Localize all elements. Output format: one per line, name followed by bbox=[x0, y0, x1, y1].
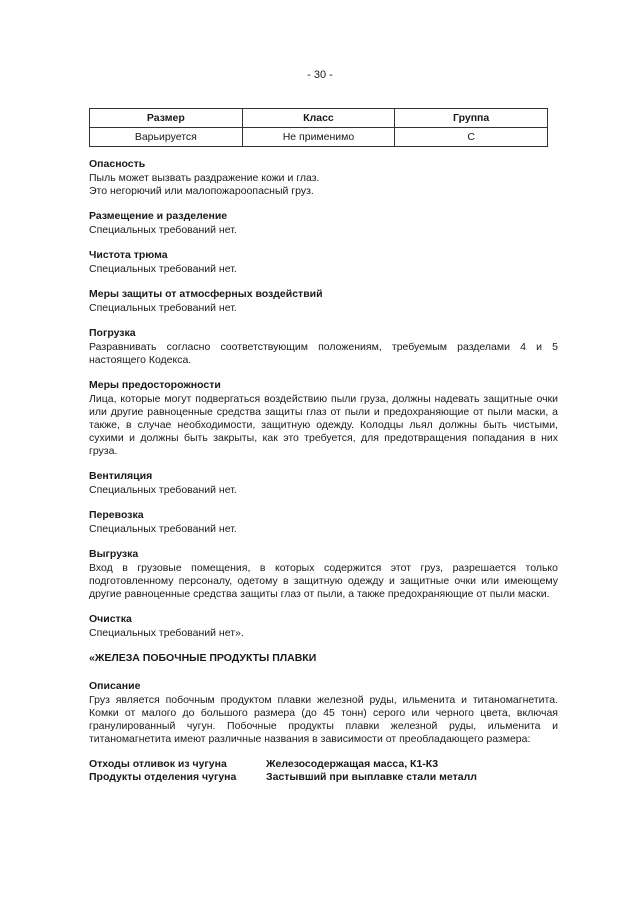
header-class: Класс bbox=[242, 109, 395, 128]
name-left: Отходы отливок из чугуна bbox=[89, 758, 227, 770]
section-text: Специальных требований нет. bbox=[89, 302, 237, 314]
cell-group: С bbox=[395, 128, 548, 147]
section-heading: Очистка bbox=[89, 613, 132, 625]
page-number: - 30 - bbox=[307, 69, 333, 81]
section-text: Специальных требований нет. bbox=[89, 224, 237, 236]
section-heading: Вентиляция bbox=[89, 470, 153, 482]
hazard-line: Это негорючий или малопожароопасный груз. bbox=[89, 185, 314, 197]
cargo-title: «ЖЕЛЕЗА ПОБОЧНЫЕ ПРОДУКТЫ ПЛАВКИ bbox=[89, 652, 317, 664]
name-right: Застывший при выплавке стали металл bbox=[266, 771, 477, 783]
hazard-line: Пыль может вызвать раздражение кожи и глаз. bbox=[89, 172, 320, 184]
section-description bbox=[89, 680, 558, 746]
section-heading: Опасность bbox=[89, 158, 146, 170]
section-text: Груз является побочным продуктом плавки железной руды, ильменита и титаномагнетита. Комки от малого до большого размера (до 45 тонн) серого или черного цвета, включая гранулированный чугун. Побочные продукты плавки железной руды, ильменита и титаномагнетита имеют различные названия в зависимости от преобладающего размера: bbox=[89, 694, 558, 745]
table-row bbox=[90, 128, 548, 147]
alternate-names-list bbox=[89, 758, 558, 784]
section-precautions bbox=[89, 379, 558, 458]
section-heading: Погрузка bbox=[89, 327, 136, 339]
section-carriage bbox=[89, 509, 558, 536]
section-heading: Размещение и разделение bbox=[89, 210, 228, 222]
class-table bbox=[89, 108, 548, 147]
section-text: Вход в грузовые помещения, в которых содержится этот груз, разрешается только подготовленному персоналу, одетому в защитную одежду и защитные очки или имеющему другие равноценные средства защиты глаз от пыли, а также предохраняющие от пыли маски. bbox=[89, 562, 558, 600]
section-heading: Описание bbox=[89, 680, 141, 692]
section-text: Специальных требований нет. bbox=[89, 523, 237, 535]
section-text: Специальных требований нет. bbox=[89, 484, 237, 496]
section-hazard bbox=[89, 158, 558, 198]
document-body bbox=[89, 158, 558, 784]
class-table-header-row bbox=[90, 109, 548, 128]
section-text: Специальных требований нет». bbox=[89, 627, 244, 639]
section-heading: Меры предосторожности bbox=[89, 379, 221, 391]
section-heading: Чистота трюма bbox=[89, 249, 168, 261]
section-heading: Перевозка bbox=[89, 509, 144, 521]
cell-size: Варьируется bbox=[90, 128, 243, 147]
header-size: Размер bbox=[90, 109, 243, 128]
section-heading: Выгрузка bbox=[89, 548, 139, 560]
section-clean-up bbox=[89, 613, 558, 640]
name-left: Продукты отделения чугуна bbox=[89, 771, 237, 783]
section-hold-cleanliness bbox=[89, 249, 558, 276]
section-text: Разравнивать согласно соответствующим положениям, требуемым разделами 4 и 5 настоящего Кодекса. bbox=[89, 341, 558, 366]
section-weather-precautions bbox=[89, 288, 558, 315]
section-text: Специальных требований нет. bbox=[89, 263, 237, 275]
header-group: Группа bbox=[395, 109, 548, 128]
section-text: Лица, которые могут подвергаться воздействию пыли груза, должны надевать защитные очки или другие равноценные средства защиты глаз от пыли и предохраняющие от пыли маски, а также, в случае необходимости, защитную одежду. Колодцы льял должны быть чистыми, сухими и должны быть закрыты, как это требуется, для предотвращения попадания в них груза. bbox=[89, 393, 558, 457]
list-item bbox=[89, 771, 558, 784]
section-stowage bbox=[89, 210, 558, 237]
section-discharge bbox=[89, 548, 558, 601]
cell-class: Не применимо bbox=[242, 128, 395, 147]
section-loading bbox=[89, 327, 558, 367]
name-right: Железосодержащая масса, К1-К3 bbox=[266, 758, 439, 770]
section-ventilation bbox=[89, 470, 558, 497]
list-item bbox=[89, 758, 558, 771]
section-heading: Меры защиты от атмосферных воздействий bbox=[89, 288, 323, 300]
